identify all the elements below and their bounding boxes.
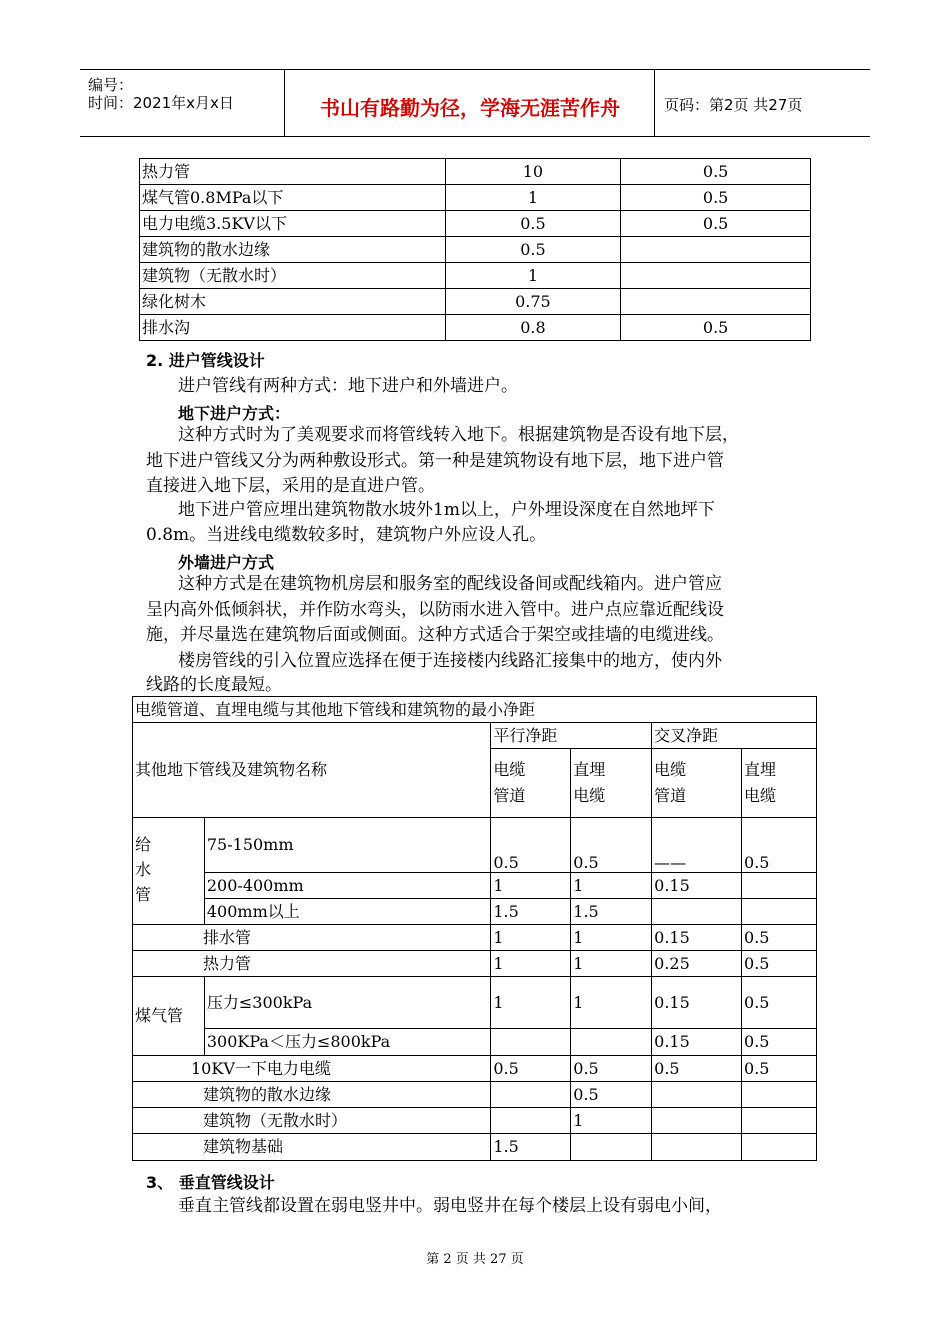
- cell: [742, 899, 817, 925]
- paragraph: 呈内高外低倾斜状，并作防水弯头，以防雨水进入管中。进户点应靠近配线设: [146, 600, 724, 620]
- cell: 1.5: [491, 1134, 571, 1161]
- table-row: [140, 159, 811, 185]
- cell: [652, 1108, 742, 1134]
- cell: 1.5: [571, 899, 652, 925]
- paragraph: 地下进户管线又分为两种敷设形式。第一种是建筑物设有地下层，地下进户管: [146, 451, 724, 471]
- cell: 0.5: [742, 925, 817, 951]
- cell: 0.5: [621, 185, 811, 211]
- cell: 0.5: [742, 818, 817, 873]
- cell: 0.8: [445, 315, 621, 341]
- cell: 0.5: [652, 1056, 742, 1082]
- cell: 1: [571, 1108, 652, 1134]
- row-label: 电力电缆3.5KV以下: [140, 211, 446, 237]
- cell: 1: [491, 873, 571, 899]
- cell: 0.5: [571, 1082, 652, 1108]
- cell: 1: [445, 185, 621, 211]
- row-label: 热力管: [133, 951, 491, 977]
- cell: 0.5: [742, 951, 817, 977]
- table-row: [140, 237, 811, 263]
- cell: [571, 1029, 652, 1056]
- cell: 1: [445, 263, 621, 289]
- cell: [652, 1134, 742, 1161]
- number-label: 编号：: [88, 76, 134, 94]
- section-2-heading: 2. 进户管线设计: [146, 351, 265, 370]
- gas-row-label: 300KPa＜压力≤800kPa: [204, 1029, 491, 1056]
- row-label: 建筑物基础: [133, 1134, 491, 1161]
- row-label: 煤气管0.8MPa以下: [140, 185, 446, 211]
- gas-pipe-label: 煤气管: [133, 977, 205, 1056]
- distance-table-2: [132, 696, 817, 1161]
- cell: 0.5: [621, 211, 811, 237]
- date-label: 时间：2021年x月x日: [88, 94, 234, 112]
- parallel-header: 平行净距: [491, 723, 652, 749]
- cell: 0.5: [621, 315, 811, 341]
- cell: [621, 237, 811, 263]
- cell: 0.5: [445, 237, 621, 263]
- cell: 1: [571, 925, 652, 951]
- water-pipe-label: 给水管: [135, 835, 152, 904]
- paragraph: 这种方式时为了美观要求而将管线转入地下。根据建筑物是否设有地下层，: [178, 425, 739, 445]
- table-row: [140, 211, 811, 237]
- cell: [742, 1134, 817, 1161]
- paragraph: 线路的长度最短。: [146, 675, 282, 695]
- row-label: 绿化树木: [140, 289, 446, 315]
- table-row: [140, 289, 811, 315]
- paragraph: 垂直主管线都设置在弱电竖井中。弱电竖井在每个楼层上设有弱电小间，: [178, 1196, 722, 1216]
- cell: 0.5: [571, 1056, 652, 1082]
- page-footer: 第 2 页 共 27 页: [426, 1252, 524, 1267]
- buried-header: 直埋电缆: [744, 760, 777, 805]
- cell: 1.5: [491, 899, 571, 925]
- cell: 0.5: [742, 1029, 817, 1056]
- cell: 1: [571, 873, 652, 899]
- row-label: 排水沟: [140, 315, 446, 341]
- cell: [491, 1082, 571, 1108]
- row-label: 热力管: [140, 159, 446, 185]
- row-label: 排水管: [133, 925, 491, 951]
- cell: 1: [571, 977, 652, 1029]
- section-3-heading: 3、 垂直管线设计: [146, 1173, 275, 1192]
- table-row: [140, 185, 811, 211]
- row-label: 建筑物的散水边缘: [133, 1082, 491, 1108]
- cell: 0.15: [652, 925, 742, 951]
- subheading-underground: 地下进户方式：: [178, 404, 291, 423]
- table-row: [140, 315, 811, 341]
- cell: 10: [445, 159, 621, 185]
- cell: 0.5: [621, 159, 811, 185]
- cell: [621, 289, 811, 315]
- row-label: 建筑物的散水边缘: [140, 237, 446, 263]
- cell: 1: [491, 951, 571, 977]
- cell: [652, 899, 742, 925]
- cell: [491, 1108, 571, 1134]
- page-number-label: 页码：第2页 共27页: [664, 96, 803, 114]
- cell: [742, 1082, 817, 1108]
- water-row-label: 400mm以上: [204, 899, 491, 925]
- cell: 1: [491, 977, 571, 1029]
- paragraph: 0.8m。当进线电缆数较多时，建筑物户外应设人孔。: [146, 525, 547, 545]
- water-row-label: 75-150mm: [204, 818, 491, 873]
- paragraph: 直接进入地下层，采用的是直进户管。: [146, 476, 435, 496]
- duct-header: 电缆管道: [654, 760, 687, 805]
- cell: ——: [652, 818, 742, 873]
- cell: 0.5: [742, 977, 817, 1029]
- cell: 0.15: [652, 977, 742, 1029]
- row-label: 建筑物（无散水时）: [140, 263, 446, 289]
- cell: 1: [571, 951, 652, 977]
- cell: [742, 1108, 817, 1134]
- water-row-label: 200-400mm: [204, 873, 491, 899]
- motto: 书山有路勤为径，学海无涯苦作舟: [320, 96, 620, 120]
- cell: 1: [491, 925, 571, 951]
- cell: [491, 1029, 571, 1056]
- gas-row-label: 压力≤300kPa: [204, 977, 491, 1029]
- page-header: [80, 69, 870, 137]
- cell: 0.15: [652, 1029, 742, 1056]
- cell: 0.15: [652, 873, 742, 899]
- row-label: 10KV一下电力电缆: [133, 1056, 491, 1082]
- distance-table-1: [139, 158, 811, 341]
- subheading-outer-wall: 外墙进户方式: [178, 553, 275, 572]
- cell: 0.5: [445, 211, 621, 237]
- row-label: 建筑物（无散水时）: [133, 1108, 491, 1134]
- paragraph: 地下进户管应埋出建筑物散水坡外1m以上，户外埋设深度在自然地坪下: [178, 500, 715, 520]
- duct-header: 电缆管道: [493, 760, 526, 805]
- cell: [742, 873, 817, 899]
- name-column-header: 其他地下管线及建筑物名称: [133, 723, 491, 818]
- paragraph: 楼房管线的引入位置应选择在便于连接楼内线路汇接集中的地方，使内外: [178, 651, 722, 671]
- cell: [621, 263, 811, 289]
- paragraph: 施，并尽量选在建筑物后面或侧面。这种方式适合于架空或挂墙的电缆进线。: [146, 625, 724, 645]
- cross-header: 交叉净距: [652, 723, 817, 749]
- cell: 0.5: [571, 818, 652, 873]
- table-title: 电缆管道、直埋电缆与其他地下管线和建筑物的最小净距: [133, 697, 817, 723]
- cell: [652, 1082, 742, 1108]
- cell: 0.5: [742, 1056, 817, 1082]
- buried-header: 直埋电缆: [573, 760, 606, 805]
- table-row: [140, 263, 811, 289]
- cell: 0.5: [491, 1056, 571, 1082]
- paragraph: 进户管线有两种方式：地下进户和外墙进户。: [178, 376, 518, 396]
- cell: 0.75: [445, 289, 621, 315]
- cell: 0.25: [652, 951, 742, 977]
- cell: [571, 1134, 652, 1161]
- cell: 0.5: [491, 818, 571, 873]
- paragraph: 这种方式是在建筑物机房层和服务室的配线设备间或配线箱内。进户管应: [178, 574, 722, 594]
